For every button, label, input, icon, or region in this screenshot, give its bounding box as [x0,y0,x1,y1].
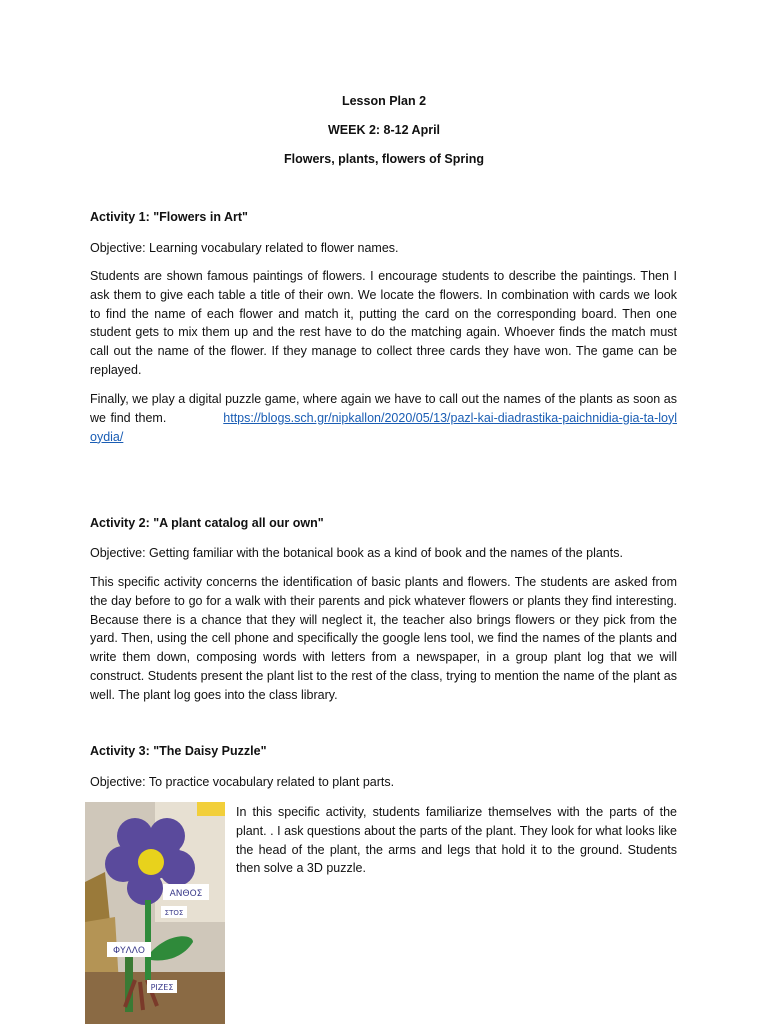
activity2-objective: Objective: Getting familiar with the botanical book as a kind of book and the names of the plants. [90,546,623,560]
activity1-game-paragraph [90,390,677,446]
activity1-description: Students are shown famous paintings of flowers. I encourage students to describe the paintings. Then I ask them to give each table a title of their own. We locate the flowers. In combination with cards we look to find the name of each flower and match it, putting the card on the corresponding board. Then one student gets to mix them up and the rest have to do the matching again. Whoever finds the match must call out the name of the flower. If they manage to collect three cards they have won. The game can be replayed. [90,269,677,377]
activity2-heading: Activity 2: "A plant catalog all our own" [90,516,324,530]
photo-label-roots: ΡΙΖΕΣ [150,983,174,992]
theme-label: Flowers, plants, flowers of Spring [283,152,485,166]
activity1-objective: Objective: Learning vocabulary related to flower names. [90,241,399,255]
photo-label-flower: ΑΝΘΟΣ [169,889,203,899]
flower-craft-illustration [85,802,225,1024]
activity3-objective: Objective: To practice vocabulary related to plant parts. [90,775,395,789]
activity1-game-text: Finally, we play a digital puzzle game, where again we have to call out the names of the plants as soon as we find them. [90,392,677,425]
week-label: WEEK 2: 8-12 April [327,123,441,137]
daisy-puzzle-photo [85,802,225,1024]
document-title: Lesson Plan 2 [341,94,427,108]
activity1-heading: Activity 1: "Flowers in Art" [90,210,248,224]
activity3-heading: Activity 3: "The Daisy Puzzle" [90,744,267,758]
puzzle-game-link[interactable]: https://blogs.sch.gr/nipkallon/2020/05/13/pazl-kai-diadrastika-paichnidia-gia-ta-loyloydia/ [90,410,677,444]
activity2-description: This specific activity concerns the identification of basic plants and flowers. The students are asked from the day before to go for a walk with their parents and pick whatever flowers or plants they find interesting. Because there is a chance that they will neglect it, the teacher also brings flowers or they pick from the yard. Then, using the cell phone and specifically the google lens tool, we find the names of the plants and write them down, composing words with letters from a newspaper, in a group plant log that we will construct. Students present the plant list to the rest of the class, trying to mention the name of the plant as well. The plant log goes into the class library. [90,575,677,702]
photo-label-stem: ΣΤΟΣ [164,909,184,917]
photo-label-leaf: ΦΥΛΛΟ [113,946,145,956]
activity3-description: In this specific activity, students familiarize themselves with the parts of the plant. . I ask questions about the parts of the plant. They look for what looks like the head of the plant, the arms and legs that hold it to the ground. Students then solve a 3D puzzle. [236,805,677,876]
